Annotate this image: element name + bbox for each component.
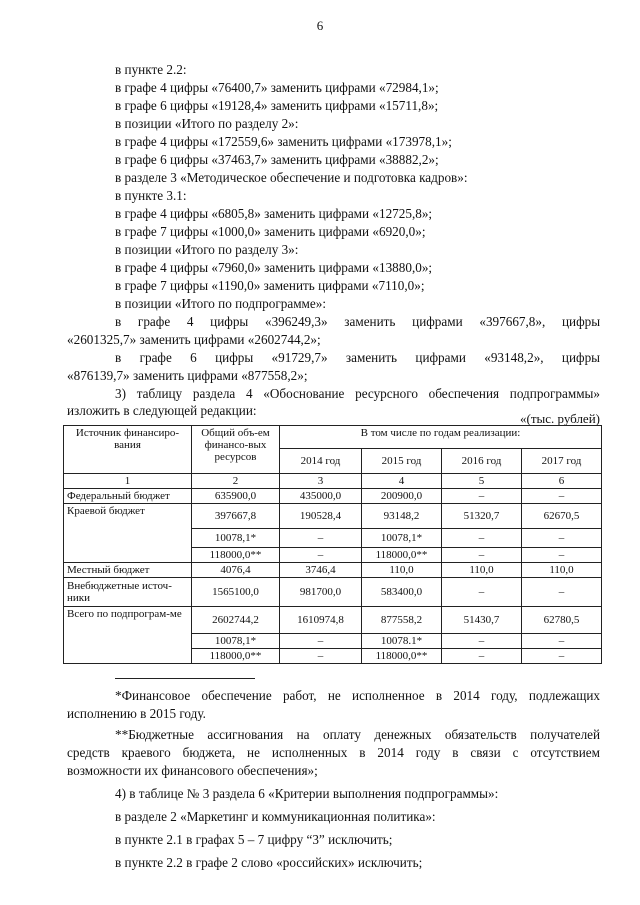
text-line: в пункте 2.2: — [115, 62, 187, 77]
cell-2014: – — [280, 548, 362, 563]
cell-2014: 435000,0 — [280, 489, 362, 504]
word: бюджета, — [182, 745, 236, 760]
word: графе — [137, 314, 171, 329]
word: 2014 — [453, 688, 480, 703]
word: «397667,8», — [479, 314, 546, 329]
word: в — [115, 314, 122, 329]
para3-line2: изложить в следующей редакции: — [67, 403, 257, 418]
col-number: 2 — [192, 474, 280, 489]
word: не — [327, 688, 341, 703]
col-number: 1 — [64, 474, 192, 489]
cell-2014: – — [280, 649, 362, 664]
header-by-years: В том числе по годам реализации: — [280, 426, 602, 449]
header-year: 2015 год — [362, 449, 442, 474]
word: подпрограммы» — [509, 386, 601, 401]
word: году, — [490, 688, 518, 703]
word: 4 — [186, 314, 194, 329]
footnote2-line1 — [115, 727, 600, 743]
word: таблицу — [136, 386, 183, 401]
footnote1-line1 — [115, 688, 600, 704]
header-source: Источник финансиро-вания — [64, 426, 192, 474]
cell-2016: 51320,7 — [442, 504, 522, 529]
cell-total: 635900,0 — [192, 489, 280, 504]
word: «91729,7» — [271, 350, 328, 365]
footnote1-line2: исполнению в 2015 году. — [67, 706, 206, 721]
word: 3) — [115, 386, 126, 401]
cell-total: 10078,1* — [192, 529, 280, 548]
word: графе — [139, 350, 172, 365]
word: цифрами — [412, 314, 463, 329]
cell-2015: 118000,0** — [362, 649, 442, 664]
word: заменить — [344, 314, 396, 329]
word: связи — [470, 745, 501, 760]
word: ассигнования — [207, 727, 284, 742]
word: с — [512, 745, 519, 760]
cell-total: 10078,1* — [192, 634, 280, 649]
word: в — [435, 688, 443, 703]
para1-line2: «2601325,7» заменить цифрами «2602744,2»; — [67, 332, 321, 347]
word: «93148,2», — [484, 350, 544, 365]
word: исполненное — [352, 688, 425, 703]
cell-total: 397667,8 — [192, 504, 280, 529]
cell-2015: 877558,2 — [362, 607, 442, 634]
cell-2014: – — [280, 634, 362, 649]
word: году — [415, 745, 441, 760]
cell-total: 4076,4 — [192, 563, 280, 578]
cell-2015: 10078.1* — [362, 634, 442, 649]
word: «Обоснование — [263, 386, 345, 401]
word: ресурсного — [355, 386, 418, 401]
cell-source: Внебюджетные источ-ники — [64, 578, 192, 607]
text-line: в графе 4 цифры «172559,6» заменить цифрами «173978,1»; — [115, 134, 452, 149]
text-line: в пункте 3.1: — [115, 188, 187, 203]
footnote-separator — [115, 678, 255, 679]
cell-2016: – — [442, 489, 522, 504]
word: 4 — [245, 386, 253, 401]
para3-line1 — [115, 386, 600, 402]
text-line: в позиции «Итого по подпрограмме»: — [115, 296, 327, 311]
cell-2016: – — [442, 634, 522, 649]
word: цифры — [561, 314, 601, 329]
text-line: в графе 4 цифры «7960,0» заменить цифрами «13880,0»; — [115, 260, 433, 275]
word: цифры — [210, 314, 249, 329]
text-line: в позиции «Итого по разделу 3»: — [115, 242, 299, 257]
cell-source: Всего по подпрограм-ме — [64, 607, 192, 664]
para2-line2: «876139,7» заменить цифрами «877558,2»; — [67, 368, 308, 383]
cell-source: Краевой бюджет — [64, 504, 192, 563]
cell-2016: 110,0 — [442, 563, 522, 578]
text-line: в графе 7 цифры «1000,0» заменить цифрами «6920,0»; — [115, 224, 426, 239]
cell-2015: 583400,0 — [362, 578, 442, 607]
page-number: 6 — [316, 18, 324, 33]
word: 6 — [190, 350, 197, 365]
table-row — [64, 489, 602, 504]
para2-line1 — [115, 350, 600, 366]
text-line: в разделе 3 «Методическое обеспечение и подготовка кадров»: — [115, 170, 468, 185]
table-colnum-row — [64, 474, 602, 489]
cell-2015: 200900,0 — [362, 489, 442, 504]
header-year: 2014 год — [280, 449, 362, 474]
word: оплату — [322, 727, 361, 742]
word: обязательств — [444, 727, 517, 742]
table-row — [64, 607, 602, 634]
word: заменить — [345, 350, 398, 365]
cell-total: 2602744,2 — [192, 607, 280, 634]
header-year: 2017 год — [522, 449, 602, 474]
header-total: Общий объ-ем финансо-вых ресурсов — [192, 426, 280, 474]
word: «396249,3» — [264, 314, 328, 329]
word: в — [452, 745, 459, 760]
text-line: в разделе 2 «Маркетинг и коммуникационная политика»: — [115, 809, 436, 824]
col-number: 4 — [362, 474, 442, 489]
word: подлежащих — [528, 688, 600, 703]
footnote2-line2 — [67, 745, 600, 761]
cell-2015: 10078,1* — [362, 529, 442, 548]
cell-2015: 118000,0** — [362, 548, 442, 563]
text-line: 4) в таблице № 3 раздела 6 «Критерии выполнения подпрограммы»: — [115, 786, 499, 801]
cell-source: Местный бюджет — [64, 563, 192, 578]
col-number: 6 — [522, 474, 602, 489]
text-line: в пункте 2.2 в графе 2 слово «российских» исключить; — [115, 855, 423, 870]
word: *Финансовое — [115, 688, 191, 703]
text-line: в позиции «Итого по разделу 2»: — [115, 116, 299, 131]
cell-2016: – — [442, 649, 522, 664]
word: получателей — [530, 727, 601, 742]
word: в — [115, 350, 122, 365]
cell-2017: 110,0 — [522, 563, 602, 578]
cell-total: 118000,0** — [192, 548, 280, 563]
cell-2014: 1610974,8 — [280, 607, 362, 634]
cell-2017: – — [522, 649, 602, 664]
text-line: в графе 4 цифры «6805,8» заменить цифрами «12725,8»; — [115, 206, 433, 221]
word: в — [359, 745, 366, 760]
cell-2017: – — [522, 548, 602, 563]
table-row — [64, 578, 602, 607]
word: раздела — [192, 386, 236, 401]
cell-2017: – — [522, 489, 602, 504]
cell-2014: 190528,4 — [280, 504, 362, 529]
cell-2016: – — [442, 578, 522, 607]
cell-2017: 62670,5 — [522, 504, 602, 529]
header-year: 2016 год — [442, 449, 522, 474]
text-line: в графе 7 цифры «1190,0» заменить цифрами «7110,0»; — [115, 278, 425, 293]
word: на — [296, 727, 310, 742]
word: не — [247, 745, 260, 760]
cell-2016: – — [442, 548, 522, 563]
table-row — [64, 504, 602, 529]
text-line: в графе 6 цифры «19128,4» заменить цифрами «15711,8»; — [115, 98, 439, 113]
units-note: «(тыс. рублей) — [519, 411, 600, 426]
cell-2015: 110,0 — [362, 563, 442, 578]
cell-2014: 981700,0 — [280, 578, 362, 607]
word: обеспечения — [428, 386, 500, 401]
cell-2016: – — [442, 529, 522, 548]
cell-total: 1565100,0 — [192, 578, 280, 607]
word: средств — [67, 745, 110, 760]
word: цифры — [561, 350, 601, 365]
cell-2017: – — [522, 634, 602, 649]
col-number: 5 — [442, 474, 522, 489]
word: исполненных — [271, 745, 348, 760]
col-number: 3 — [280, 474, 362, 489]
text-line: в графе 4 цифры «76400,7» заменить цифрами «72984,1»; — [115, 80, 439, 95]
table-header-row — [64, 426, 602, 449]
cell-2017: – — [522, 578, 602, 607]
word: отсутствием — [530, 745, 600, 760]
text-line: в графе 6 цифры «37463,7» заменить цифрами «38882,2»; — [115, 152, 439, 167]
table-row — [64, 563, 602, 578]
cell-2016: 51430,7 — [442, 607, 522, 634]
cell-source: Федеральный бюджет — [64, 489, 192, 504]
cell-2017: – — [522, 529, 602, 548]
word: денежных — [374, 727, 432, 742]
word: цифры — [215, 350, 254, 365]
footnote2-line3: возможности их финансового обеспечения»; — [67, 763, 318, 778]
cell-2015: 93148,2 — [362, 504, 442, 529]
resource-table — [63, 425, 602, 664]
cell-total: 118000,0** — [192, 649, 280, 664]
word: **Бюджетные — [115, 727, 194, 742]
cell-2014: 3746,4 — [280, 563, 362, 578]
word: обеспечение — [201, 688, 272, 703]
word: цифрами — [415, 350, 466, 365]
word: краевого — [121, 745, 171, 760]
cell-2017: 62780,5 — [522, 607, 602, 634]
cell-2014: – — [280, 529, 362, 548]
word: 2014 — [377, 745, 404, 760]
word: работ, — [282, 688, 317, 703]
text-line: в пункте 2.1 в графах 5 – 7 цифру “3” исключить; — [115, 832, 393, 847]
